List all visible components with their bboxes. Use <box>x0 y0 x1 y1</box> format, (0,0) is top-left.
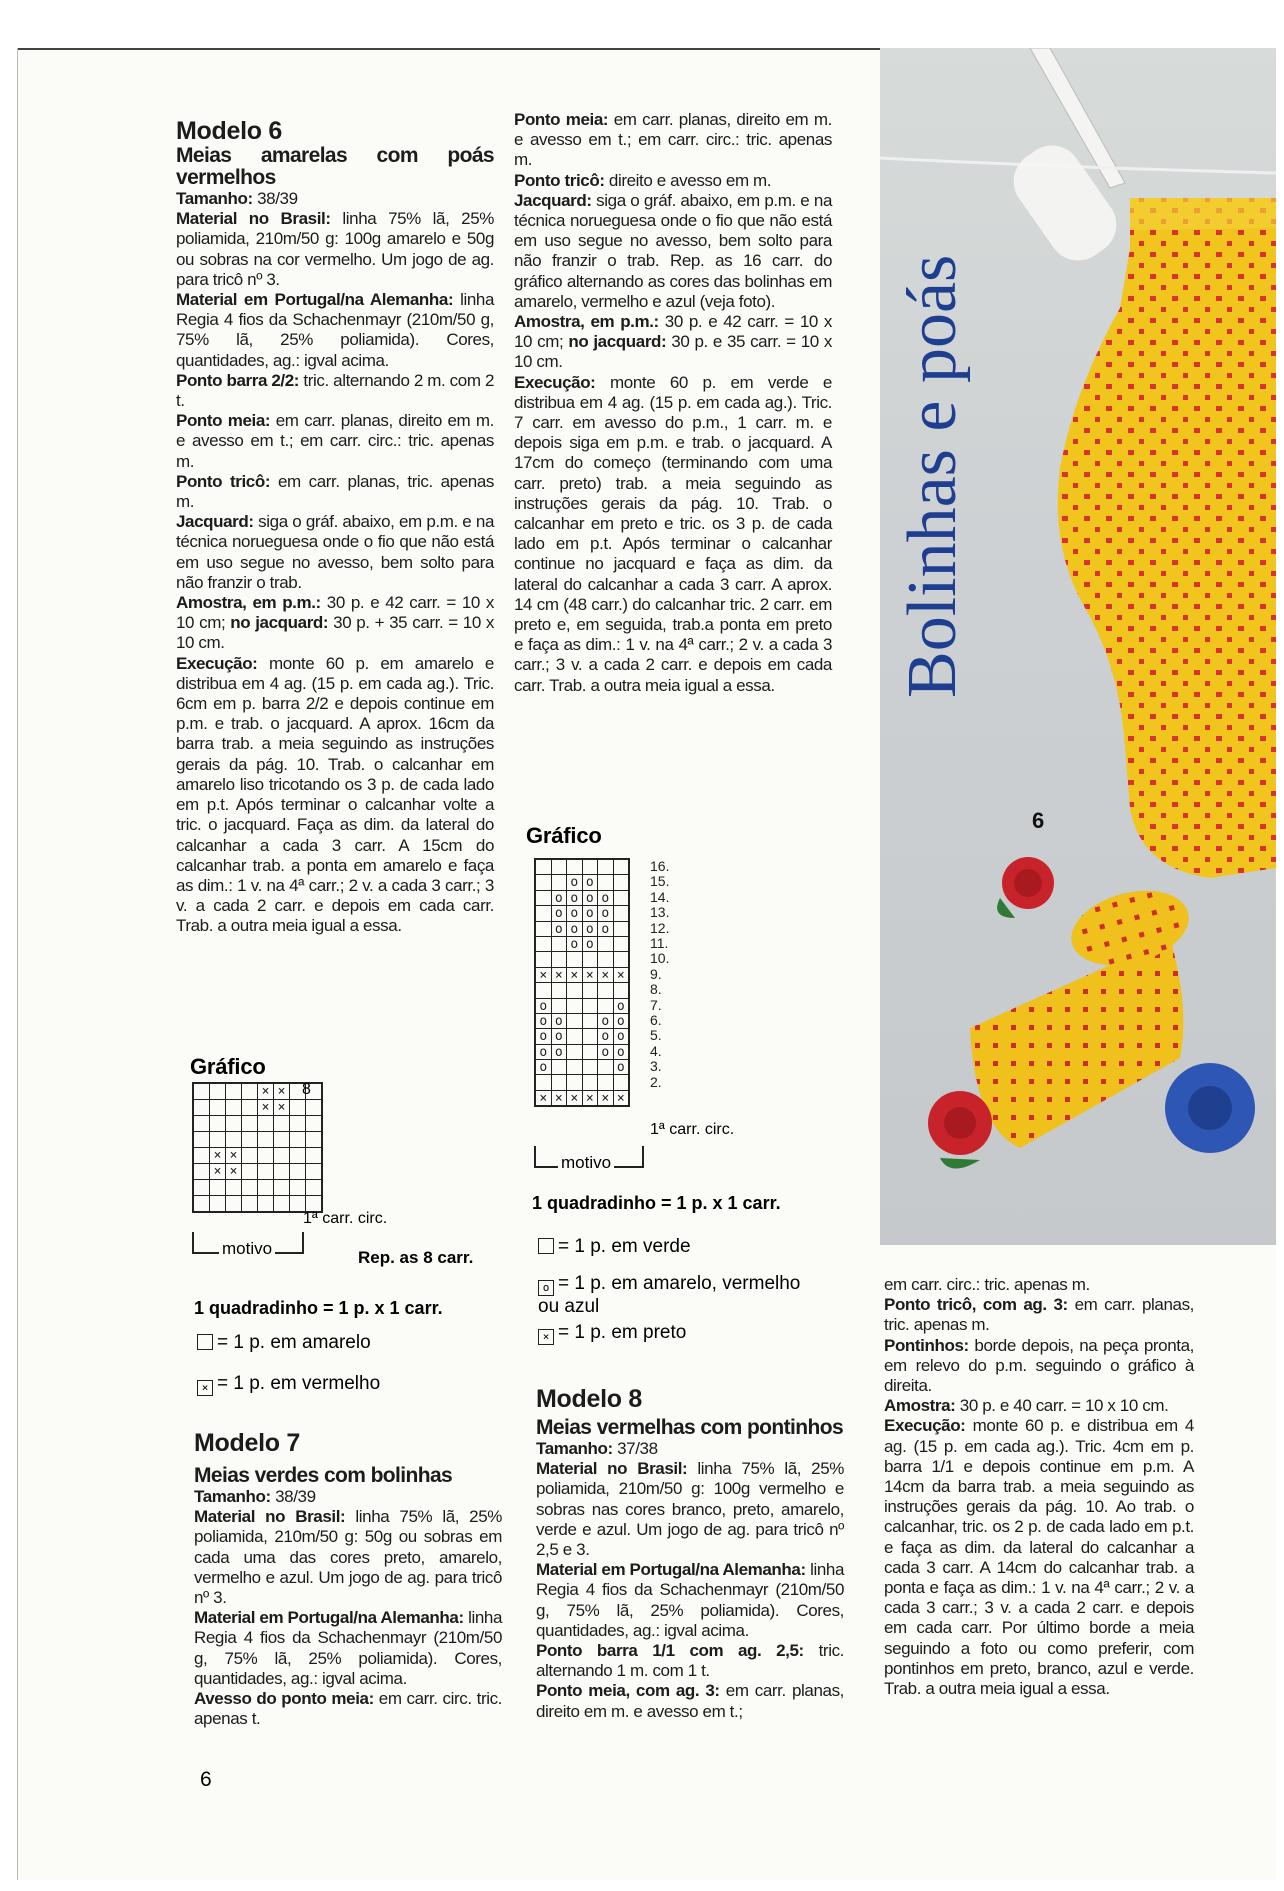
chart-2-cell: o <box>552 891 567 905</box>
chart-2-cell: o <box>598 922 613 936</box>
chart-2-cell <box>536 860 551 874</box>
yellow-sock <box>1058 198 1276 878</box>
chart-2-cell: o <box>567 922 582 936</box>
chart-2-cell: o <box>536 1045 551 1059</box>
chart-2-cell <box>598 952 613 966</box>
chart-2-cell <box>583 1075 598 1089</box>
chart-1-scale: 1 quadradinho = 1 p. x 1 carr. <box>194 1298 443 1318</box>
model-8-material-portugal: Material em Portugal/na Alemanha: linha Regia 4 fios da Schachenmayr (210m/50 g, 75% lã, 25% poliamida). Cores, quantidades, ag.: igval acima. <box>536 1560 845 1640</box>
chart-1-cell: × <box>258 1084 273 1099</box>
model-8-subtitle: Meias vermelhas com pontinhos <box>536 1416 844 1439</box>
model-6-title: Modelo 6 <box>176 117 282 145</box>
chart-1-cell <box>210 1196 225 1211</box>
model-7-material-brasil: Material no Brasil: linha 75% lã, 25% poliamida, 210m/50 g: 50g ou sobras em cada uma das cores preto, amarelo, vermelho e azul. Um jogo de ag. para tricô nº 3. <box>194 1507 502 1608</box>
chart-2-row-number: 4. <box>650 1042 662 1059</box>
product-photo <box>880 48 1276 1245</box>
model-7-ponto-trico: Ponto tricô: direito e avesso em m. <box>514 170 772 190</box>
legend-1-red: × = 1 p. em vermelho <box>197 1373 380 1396</box>
chart-2-row-numbers <box>650 858 680 1108</box>
chart-1-cell: × <box>210 1164 225 1179</box>
chart-2-row-number: 2. <box>650 1073 662 1090</box>
chart-1-cell: × <box>274 1100 289 1115</box>
model-6-jacquard: Jacquard: siga o gráf. abaixo, em p.m. e na técnica norueguesa onde o fio que não está em uso segue no avesso, bem solto para não franzir o trab. <box>176 512 494 592</box>
chart-2-row-number: 16. <box>650 858 670 874</box>
chart-2-cell: × <box>583 1091 598 1105</box>
model-8-execucao: Execução: monte 60 p. e distribua em 4 ag. (15 p. em cada ag.). Tric. 4cm em p. barra 1/1 e depois continue em p.m. A 14cm da barra trab. a meia seguindo as instruções gerais da pág. 10. Ao trab. o calcanhar, tric. os 2 p. de cada lado em p.t. e faça as dim. da lateral do calcanhar a cada 3 carr. A 14cm do calcanhar trab. a ponta e faça as dim.: 1 v. na 4ª carr.; 2 v. a cada 3 carr.; 3 v. a cada 2 carr. e depois em cada carr. Por último borde a meia seguindo a foto ou como preferir, com pontinhos em preto, branco, azul e verde. Trab. a outra meia igual a essa. <box>884 1416 1194 1699</box>
model-6-subtitle: Meias amarelas com poás vermelhos <box>176 144 494 189</box>
chart-1-cell <box>258 1116 273 1131</box>
chart-2-cell <box>583 983 598 997</box>
empty-square-icon <box>538 1238 554 1254</box>
legend-2-green: = 1 p. em verde <box>538 1236 691 1258</box>
chart-1-cell <box>290 1164 305 1179</box>
chart-2-cell <box>567 1029 582 1043</box>
chart-2-cell <box>583 952 598 966</box>
chart-2-cell: × <box>598 1091 613 1105</box>
chart-2-cell <box>598 983 613 997</box>
chart-2-row-number: 9. <box>650 965 662 982</box>
chart-1-cell <box>194 1116 209 1131</box>
chart-2-cell: o <box>614 1045 629 1059</box>
chart-2-cell: o <box>583 875 598 889</box>
model-6-size: Tamanho: 38/39 <box>176 189 298 208</box>
chart-2-cell <box>536 922 551 936</box>
legend-2-black: × = 1 p. em preto <box>538 1322 686 1345</box>
chart-2-first-row-label: 1ª carr. circ. <box>650 1121 735 1138</box>
model-7-execucao: Execução: monte 60 p. em verde e distribua em 4 ag. (15 p. em cada ag.). Tric. 7 carr. em avesso do p.m., 1 carr. m. e depois siga em p.m. e trab. o jacquard. A 17cm do começo (terminando com uma carr. preto) trab. a meia seguindo as instruções gerais da pág. 10. Trab. o calcanhar em preto e tric. os 3 p. de cada lado em p.t. Após terminar o calcanhar continue no jacquard e faça as dim. da lateral do calcanhar a cada 3 carr. A aprox. 14 cm (48 carr.) do calcanhar tric. 2 carr. em preto e, em seguida, trab.a ponta em preto e faça as dim.: 1 v. na 4ª carr.; 2 v. a cada 3 carr.; 3 v. a cada 2 carr. e depois em cada carr. Trab. a outra meia igual a essa. <box>514 372 832 695</box>
model-6-amostra: Amostra, em p.m.: 30 p. e 42 carr. = 10 x 10 cm; no jacquard: 30 p. + 35 carr. = 10 x 10 cm. <box>176 593 494 653</box>
chart-2-cell: o <box>536 1014 551 1028</box>
chart-1-cell <box>274 1132 289 1147</box>
chart-2-cell: × <box>536 1091 551 1105</box>
knitting-chart-model-6 <box>192 1082 323 1213</box>
chart-1-cell <box>210 1180 225 1195</box>
chart-2-cell <box>598 860 613 874</box>
chart-2-cell: × <box>583 968 598 982</box>
chart-1-cell <box>194 1196 209 1211</box>
chart-2-cell: o <box>614 1060 629 1074</box>
chart-2-cell: o <box>614 999 629 1013</box>
knitting-chart-model-7 <box>534 858 630 1107</box>
chart-2-cell <box>567 952 582 966</box>
chart-1-repeat-note: Rep. as 8 carr. <box>358 1248 474 1267</box>
chart-2-cell <box>552 1060 567 1074</box>
chart-2-cell: × <box>614 1091 629 1105</box>
chart-2-cell <box>536 875 551 889</box>
chart-1-cell <box>274 1116 289 1131</box>
chart-2-cell <box>567 983 582 997</box>
chart-2-cell: o <box>567 891 582 905</box>
chart-1-cell <box>226 1196 241 1211</box>
chart-1-cell <box>194 1100 209 1115</box>
empty-square-icon <box>197 1334 213 1350</box>
model-7-amostra: Amostra, em p.m.: 30 p. e 42 carr. = 10 x 10 cm; no jacquard: 30 p. e 35 carr. = 10 x 10 cm. <box>514 312 832 372</box>
chart-2-scale: 1 quadradinho = 1 p. x 1 carr. <box>532 1193 781 1213</box>
chart-2-cell: × <box>598 968 613 982</box>
chart-2-cell <box>598 1075 613 1089</box>
chart-1-cell <box>226 1116 241 1131</box>
chart-2-row-number: 14. <box>650 888 670 905</box>
chart-1-cell <box>210 1116 225 1131</box>
chart-2-row-number: 13. <box>650 904 670 921</box>
model-8-material-brasil: Material no Brasil: linha 75% lã, 25% poliamida, 210m/50 g: 100g vermelho e sobras nas cores branco, preto, amarelo, verde e azul. Um jogo de ag. para tricô nº 2,5 e 3. <box>536 1459 844 1560</box>
chart-1-cell: × <box>226 1164 241 1179</box>
chart-1-cell <box>306 1164 321 1179</box>
chart-2-row-number: 10. <box>650 950 670 967</box>
chart-2-cell <box>614 1075 629 1089</box>
chart-2-cell <box>583 1014 598 1028</box>
chart-1-cell <box>290 1196 305 1211</box>
chart-2-cell: o <box>536 1060 551 1074</box>
chart-2-cell <box>536 952 551 966</box>
chart-1-cell <box>306 1116 321 1131</box>
chart-1-cell <box>242 1164 257 1179</box>
chart-1-row-number: 8 <box>302 1081 311 1098</box>
chart-2-cell <box>598 1060 613 1074</box>
model-8-ponto-trico: Ponto tricô, com ag. 3: em carr. planas, tric. apenas m. <box>884 1295 1194 1335</box>
chart-2-cell <box>536 891 551 905</box>
chart-2-cell: × <box>567 1091 582 1105</box>
chart-2-cell: o <box>598 891 613 905</box>
chart-2-cell <box>536 983 551 997</box>
chart-2-cell: o <box>598 906 613 920</box>
chart-1-cell: × <box>258 1100 273 1115</box>
chart-2-row-number: 3. <box>650 1058 662 1075</box>
chart-2-cell <box>552 860 567 874</box>
chart-1-cell <box>258 1180 273 1195</box>
model-7-title: Modelo 7 <box>194 1429 300 1457</box>
chart-2-cell <box>552 983 567 997</box>
chart-2-cell: o <box>614 1014 629 1028</box>
chart-2-cell <box>567 1075 582 1089</box>
chart-1-cell <box>274 1148 289 1163</box>
chart-2-cell <box>583 999 598 1013</box>
chart-1-cell <box>306 1100 321 1115</box>
chart-2-cell <box>598 937 613 951</box>
model-8-amostra: Amostra: 30 p. e 40 carr. = 10 x 10 cm. <box>884 1396 1169 1416</box>
chart-1-cell <box>242 1132 257 1147</box>
chart-1-cell <box>226 1084 241 1099</box>
chart-2-cell: o <box>536 999 551 1013</box>
chart-2-cell <box>567 1060 582 1074</box>
legend-2-dots: o = 1 p. em amarelo, vermelho ou azul <box>538 1273 801 1317</box>
chart-2-row-number: 5. <box>650 1027 662 1044</box>
chart-2-cell: o <box>567 937 582 951</box>
chart-2-cell: o <box>552 1014 567 1028</box>
chart-1-cell <box>226 1180 241 1195</box>
chart-2-cell: o <box>583 922 598 936</box>
chart-2-cell: o <box>598 1014 613 1028</box>
chart-2-cell: o <box>567 875 582 889</box>
column-left <box>176 118 494 937</box>
chart-2-row-number: 15. <box>650 873 670 890</box>
blue-flower <box>1165 1063 1255 1153</box>
chart-1-cell <box>210 1100 225 1115</box>
chart-2-cell <box>567 1014 582 1028</box>
chart-1-cell: × <box>274 1084 289 1099</box>
chart-1-cell <box>242 1196 257 1211</box>
legend-1-yellow: = 1 p. em amarelo <box>197 1332 371 1354</box>
column-middle-model-8 <box>536 1386 844 1722</box>
column-middle <box>514 110 832 696</box>
chart-2-cell <box>583 1045 598 1059</box>
chart-1-first-row-label: 1ª carr. circ. <box>303 1210 388 1227</box>
model-7-size: Tamanho: 38/39 <box>194 1487 316 1506</box>
chart-1-cell <box>210 1084 225 1099</box>
chart-2-cell <box>567 999 582 1013</box>
chart-2-motivo-label: motivo <box>558 1153 614 1173</box>
chart-1-cell <box>306 1132 321 1147</box>
chart-2-cell <box>614 906 629 920</box>
column-right <box>884 1275 1194 1699</box>
chart-2-cell: o <box>583 906 598 920</box>
rolled-sock <box>970 938 1183 1148</box>
chart-1-cell: × <box>210 1148 225 1163</box>
chart-1-cell <box>226 1100 241 1115</box>
chart-2-cell: × <box>552 968 567 982</box>
chart-2-cell: o <box>583 891 598 905</box>
chart-1-cell <box>194 1132 209 1147</box>
chart-2-cell <box>552 999 567 1013</box>
model-6-ponto-trico: Ponto tricô: em carr. planas, tric. apenas m. <box>176 471 494 512</box>
chart-2-row-number: 7. <box>650 996 662 1013</box>
chart-1-cell <box>290 1116 305 1131</box>
socks-photo-illustration <box>880 48 1276 1245</box>
chart-1-cell <box>226 1132 241 1147</box>
chart-2-cell <box>552 952 567 966</box>
chart-2-cell <box>598 875 613 889</box>
model-8-size: Tamanho: 37/38 <box>536 1439 658 1458</box>
chart-1-cell <box>242 1100 257 1115</box>
model-8-pontinhos: Pontinhos: borde depois, na peça pronta, em relevo do p.m. seguindo o gráfico à direita. <box>884 1335 1194 1396</box>
chart-2-row-number: 6. <box>650 1012 662 1028</box>
chart-2-cell: o <box>552 922 567 936</box>
model-7-subtitle: Meias verdes com bolinhas <box>194 1464 453 1487</box>
chart-2-cell: o <box>567 906 582 920</box>
circle-square-icon: o <box>538 1280 554 1296</box>
photo-model-label: 6 <box>1032 808 1045 833</box>
chart-2-cell: o <box>552 906 567 920</box>
model-7-ponto-meia: Ponto meia: em carr. planas, direito em m. e avesso em t.; em carr. circ.: tric. apenas m. <box>514 110 832 170</box>
model-6-execucao: Execução: monte 60 p. em amarelo e distribua em 4 ag. (15 p. em cada ag.). Tric. 6cm em p. barra 2/2 e depois continue em p.m. e trab. o jacquard. A aprox. 16cm da barra trab. a meia seguindo as instruções gerais da pág. 10. Trab. o calcanhar em amarelo liso tricotando os 3 p. de cada lado em p.t. Após terminar o calcanhar volte a tric. o jacquard. Faça as dim. da lateral do calcanhar a cada 3 carr. A 15cm do calcanhar trab. a ponta em amarelo e faça as dim.: 1 v. na 4ª carr.; 2 v. a cada 3 carr.; 3 v. a cada 2 carr. e depois em cada carr. Trab. a outra meia igual a essa. <box>176 653 494 936</box>
chart-1-cell <box>306 1148 321 1163</box>
chart-2-cell: o <box>614 1029 629 1043</box>
chart-1-cell <box>258 1132 273 1147</box>
chart-2-cell <box>552 1075 567 1089</box>
chart-1-cell <box>274 1180 289 1195</box>
chart-2-cell <box>552 875 567 889</box>
model-6-ponto-barra: Ponto barra 2/2: tric. alternando 2 m. com 2 t. <box>176 370 494 411</box>
chart-1-heading: Gráfico <box>190 1054 266 1079</box>
chart-2-cell <box>614 922 629 936</box>
model-8-ponto-meia: Ponto meia, com ag. 3: em carr. planas, direito em m. e avesso em t.; <box>536 1681 844 1721</box>
model-6-ponto-meia: Ponto meia: em carr. planas, direito em m. e avesso em t.; em carr. circ.: tric. apenas m. <box>176 411 494 471</box>
chart-2-cell <box>583 1060 598 1074</box>
chart-1-cell <box>306 1196 321 1211</box>
photo-title: Bolinhas e poás <box>894 254 971 698</box>
chart-1-cell <box>274 1164 289 1179</box>
red-rose-bottom <box>928 1091 992 1169</box>
model-8-ponto-barra: Ponto barra 1/1 com ag. 2,5: tric. alternando 1 m. com 1 t. <box>536 1641 844 1681</box>
chart-2-cell <box>614 952 629 966</box>
chart-1-cell <box>194 1148 209 1163</box>
chart-1-cell <box>274 1196 289 1211</box>
chart-2-cell <box>583 1029 598 1043</box>
chart-1-cell <box>194 1180 209 1195</box>
chart-1-cell <box>258 1164 273 1179</box>
chart-2-cell <box>536 937 551 951</box>
model-7-jacquard: Jacquard: siga o gráf. abaixo, em p.m. e na técnica norueguesa onde o fio que não está em uso segue no avesso, bem solto para não franzir o trab. Rep. as 16 carr. do gráfico alternando as cores das bolinhas em amarelo, vermelho e azul (veja foto). <box>514 190 832 311</box>
chart-2-cell: o <box>552 1045 567 1059</box>
chart-1-cell <box>242 1084 257 1099</box>
page-number: 6 <box>200 1768 212 1791</box>
chart-2-cell: × <box>552 1091 567 1105</box>
chart-1-cell <box>194 1084 209 1099</box>
cross-square-icon: × <box>538 1329 554 1345</box>
chart-2-cell <box>598 999 613 1013</box>
chart-2-cell <box>614 891 629 905</box>
chart-2-cell <box>614 983 629 997</box>
chart-1-cell <box>306 1180 321 1195</box>
chart-1-cell <box>290 1148 305 1163</box>
chart-2-cell <box>536 906 551 920</box>
chart-1-cell <box>242 1148 257 1163</box>
chart-1-cell <box>258 1196 273 1211</box>
cross-square-icon: × <box>197 1380 213 1396</box>
chart-2-cell <box>536 1075 551 1089</box>
chart-2-cell <box>614 875 629 889</box>
chart-1-cell <box>290 1100 305 1115</box>
chart-1-cell: × <box>226 1148 241 1163</box>
chart-2-cell: o <box>583 937 598 951</box>
chart-2-row-number: 12. <box>650 919 670 936</box>
chart-2-cell: o <box>598 1029 613 1043</box>
red-rose-top <box>997 857 1054 918</box>
chart-1-cell <box>242 1180 257 1195</box>
model-8-title: Modelo 8 <box>536 1385 642 1413</box>
chart-2-cell: o <box>552 1029 567 1043</box>
chart-1-cell <box>194 1164 209 1179</box>
model-8-continuation: em carr. circ.: tric. apenas m. <box>884 1275 1090 1294</box>
model-6-material-brasil: Material no Brasil: linha 75% lã, 25% poliamida, 210m/50 g: 100g amarelo e 50g ou sobras na cor vermelho. Um jogo de ag. para tricô nº 3. <box>176 209 494 289</box>
chart-2-row-number: 8. <box>650 981 662 998</box>
chart-2-cell: × <box>614 968 629 982</box>
chart-1-cell <box>290 1132 305 1147</box>
chart-1-cell <box>242 1116 257 1131</box>
chart-1-cell <box>258 1148 273 1163</box>
chart-2-cell: × <box>567 968 582 982</box>
chart-2-cell: × <box>536 968 551 982</box>
chart-2-cell <box>614 860 629 874</box>
chart-2-cell <box>614 937 629 951</box>
chart-2-heading: Gráfico <box>526 823 602 848</box>
chart-2-row-number: 11. <box>650 935 669 951</box>
model-7-avesso: Avesso do ponto meia: em carr. circ. tric. apenas t. <box>194 1689 503 1729</box>
chart-1-cell <box>210 1132 225 1147</box>
chart-2-cell <box>583 860 598 874</box>
chart-2-cell: o <box>536 1029 551 1043</box>
model-6-material-portugal: Material em Portugal/na Alemanha: linha Regia 4 fios da Schachenmayr (210m/50 g, 75% lã, 25% poliamida). Cores, quantidades, ag.: igval acima. <box>176 290 495 370</box>
chart-1-cell <box>290 1180 305 1195</box>
chart-2-cell <box>567 860 582 874</box>
column-left-model-7 <box>194 1430 502 1729</box>
chart-1-motivo-label: motivo <box>219 1239 275 1259</box>
chart-2-cell: o <box>598 1045 613 1059</box>
chart-2-cell <box>552 937 567 951</box>
model-7-material-portugal: Material em Portugal/na Alemanha: linha Regia 4 fios da Schachenmayr (210m/50 g, 75% lã, 25% poliamida). Cores, quantidades, ag.: igval acima. <box>194 1608 503 1688</box>
chart-2-cell <box>567 1045 582 1059</box>
